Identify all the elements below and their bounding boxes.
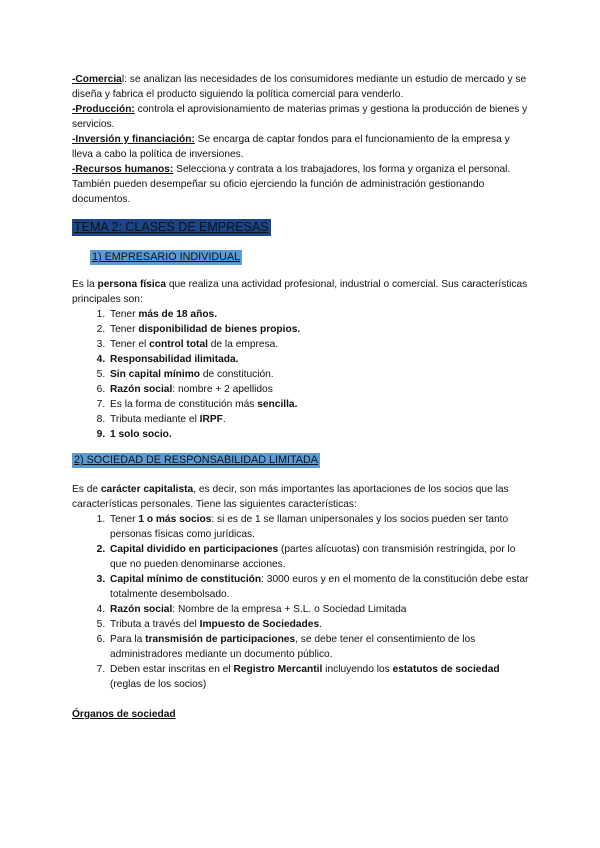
area-recursos-humanos: -Recursos humanos: Selecciona y contrata a los trabajadores, los forma y organiza el personal. También pueden desempeñar su oficio ejerciendo la función de administración gestionando documentos. — [72, 164, 511, 205]
list-item: 9. 1 solo socio. — [108, 427, 532, 442]
area-inversion: -Inversión y financiación: Se encarga de captar fondos para el funcionamiento de la empresa y lleva a cabo la política de inversiones. — [72, 134, 510, 160]
organos-title: Órganos de sociedad — [72, 709, 176, 720]
list-item: 5. Sin capital mínimo de constitución. — [108, 367, 532, 382]
list-item: 1. Tener 1 o más socios: si es de 1 se llaman unipersonales y los socios pueden ser tanto personas físicas como jurídicas. — [108, 512, 532, 542]
list-item: 3. Tener el control total de la empresa. — [108, 337, 532, 352]
list-item: 3. Capital mínimo de constitución: 3000 euros y en el momento de la constitución debe estar totalmente desembolsado. — [108, 572, 532, 602]
list-item: 8. Tributa mediante el IRPF. — [108, 412, 532, 427]
area-produccion: -Producción: controla el aprovisionamiento de materias primas y gestiona la producción de bienes y servicios. — [72, 104, 528, 130]
list-item: 6. Razón social: nombre + 2 apellidos — [108, 382, 532, 397]
list-item: 7. Deben estar inscritas en el Registro Mercantil incluyendo los estatutos de sociedad (reglas de los socios) — [108, 662, 532, 692]
tema-title: TEMA 2: CLASES DE EMPRESAS — [74, 220, 269, 234]
area-comercial: -Comercial: se analizan las necesidades de los consumidores mediante un estudio de mercado y se diseña y fabrica el producto siguiendo la política comercial para venderlo. — [72, 74, 527, 100]
list-item: 2. Tener disponibilidad de bienes propios. — [108, 322, 532, 337]
document-page — [72, 72, 532, 722]
section1-list — [72, 307, 532, 442]
list-item: 4. Responsabilidad ilimitada. — [108, 352, 532, 367]
section2-intro: Es de carácter capitalista, es decir, son más importantes las aportaciones de los socios que las características personales. Tiene las siguientes características: — [72, 484, 509, 510]
section2-heading: 2) SOCIEDAD DE RESPONSABILIDAD LIMITADA — [74, 454, 318, 466]
list-item: 7. Es la forma de constitución más sencilla. — [108, 397, 532, 412]
section1-intro: Es la persona física que realiza una actividad profesional, industrial o comercial. Sus características principales son: — [72, 279, 528, 305]
section1-heading: 1) EMPRESARIO INDIVIDUAL — [92, 251, 241, 263]
list-item: 4. Razón social: Nombre de la empresa + S.L. o Sociedad Limitada — [108, 602, 532, 617]
list-item: 5. Tributa a través del Impuesto de Sociedades. — [108, 617, 532, 632]
list-item: 2. Capital dividido en participaciones (partes alícuotas) con transmisión restringida, por lo que no pueden denominarse acciones. — [108, 542, 532, 572]
list-item: 1. Tener más de 18 años. — [108, 307, 532, 322]
list-item: 6. Para la transmisión de participaciones, se debe tener el consentimiento de los administradores mediante un documento público. — [108, 632, 532, 662]
section2-list — [72, 512, 532, 692]
